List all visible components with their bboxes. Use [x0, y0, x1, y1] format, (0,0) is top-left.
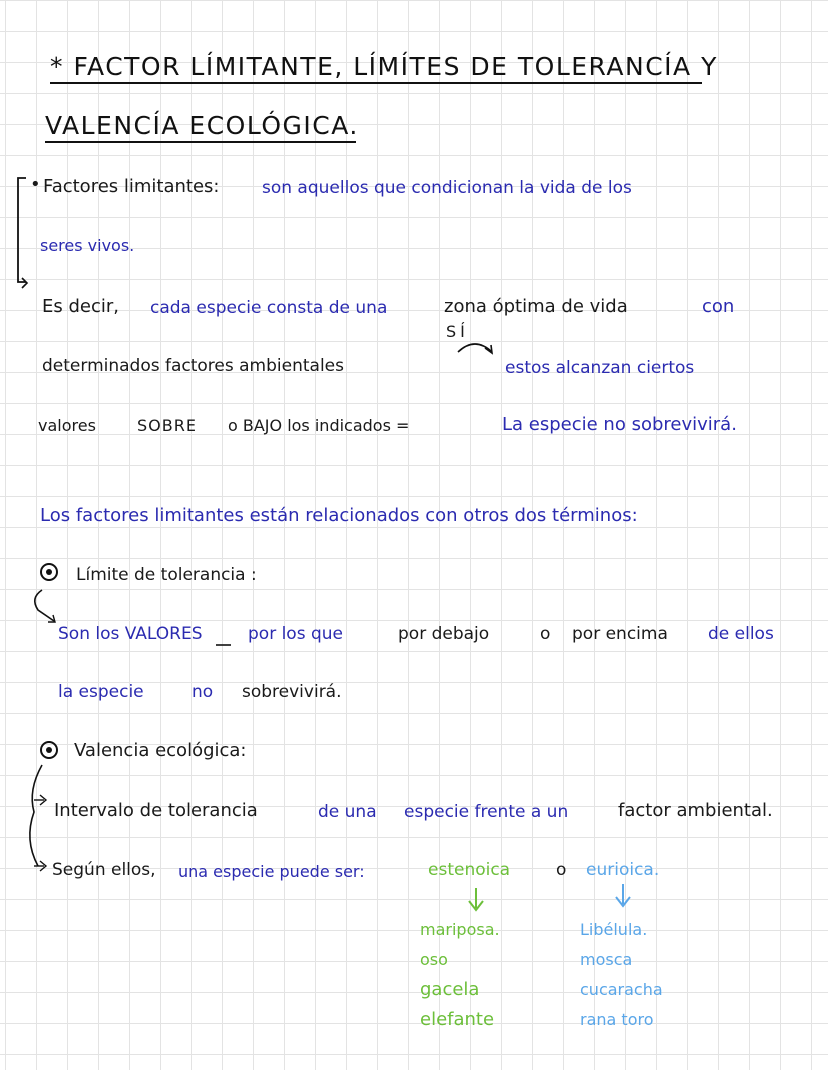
una-especie-puede-ser: una especie puede ser:	[178, 862, 365, 881]
eurioica-example: Libélula.	[580, 920, 648, 939]
bracket-section1	[18, 178, 26, 282]
intro-two-terms: Los factores limitantes están relacionados con otros dos términos:	[40, 505, 638, 526]
con: con	[702, 296, 735, 317]
cada-especie: cada especie consta de una	[150, 298, 388, 318]
de-ellos: de ellos	[708, 624, 774, 644]
eurioica-example: mosca	[580, 950, 633, 969]
curved-arrow-icon	[458, 344, 492, 352]
no: no	[192, 682, 214, 702]
es-decir: Es decir,	[42, 296, 119, 317]
o-bajo: o BAJO los indicados =	[228, 416, 410, 435]
estenoica-example: mariposa.	[420, 920, 500, 939]
estenoica-example: oso	[420, 950, 448, 969]
estenoica-label: estenoica	[428, 860, 511, 880]
eurioica-example: cucaracha	[580, 980, 663, 999]
bracket-section3	[30, 765, 42, 866]
si-label: SÍ	[446, 322, 469, 341]
bullet-circle-icon	[40, 741, 58, 759]
bullet-circle-icon	[40, 563, 58, 581]
por-encima: por encima	[572, 624, 668, 644]
title-line-1: * FACTOR LÍMITANTE, LÍMÍTES DE TOLERANCÍA Y	[50, 52, 718, 81]
determinados-factores: determinados factores ambientales	[42, 356, 344, 376]
sobre: SOBRE	[137, 416, 197, 435]
de-una: de una	[318, 802, 377, 822]
title-line-2: VALENCÍA ECOLÓGICA.	[45, 111, 359, 140]
estos-alcanzan: estos alcanzan ciertos	[505, 358, 695, 378]
estenoica-example: elefante	[420, 1009, 495, 1030]
la-especie: la especie	[58, 682, 144, 702]
especie-no-sobrevivira: La especie no sobrevivirá.	[502, 414, 737, 435]
factor-ambiental: factor ambiental.	[618, 800, 773, 821]
por-debajo: por debajo	[398, 624, 490, 644]
eurioica-label: eurioica.	[586, 860, 660, 880]
factores-label: Factores limitantes:	[43, 176, 220, 197]
valores: valores	[38, 416, 96, 435]
zona-optima: zona óptima de vida	[444, 296, 628, 317]
o-separator: o	[556, 860, 567, 880]
sobrevivira: sobrevivirá.	[242, 682, 342, 702]
segun-ellos: Según ellos,	[52, 860, 156, 880]
factores-definition-line2: seres vivos.	[40, 236, 135, 255]
o-connector: o	[540, 624, 551, 644]
eurioica-example: rana toro	[580, 1010, 654, 1029]
valencia-heading: Valencia ecológica:	[74, 740, 247, 761]
arrow-right-icon	[22, 278, 27, 288]
hook-arrow-icon	[35, 590, 54, 621]
son-los-valores: Son los VALORES	[58, 624, 203, 644]
limite-tolerancia-heading: Límite de tolerancia :	[76, 565, 257, 585]
bullet-dot: •	[30, 174, 41, 195]
por-los-que: por los que	[248, 624, 343, 644]
estenoica-example: gacela	[420, 979, 480, 1000]
factores-definition: son aquellos que condicionan la vida de los	[262, 178, 632, 198]
especie-frente: especie frente a un	[404, 802, 569, 822]
intervalo-tolerancia: Intervalo de tolerancia	[54, 800, 258, 821]
